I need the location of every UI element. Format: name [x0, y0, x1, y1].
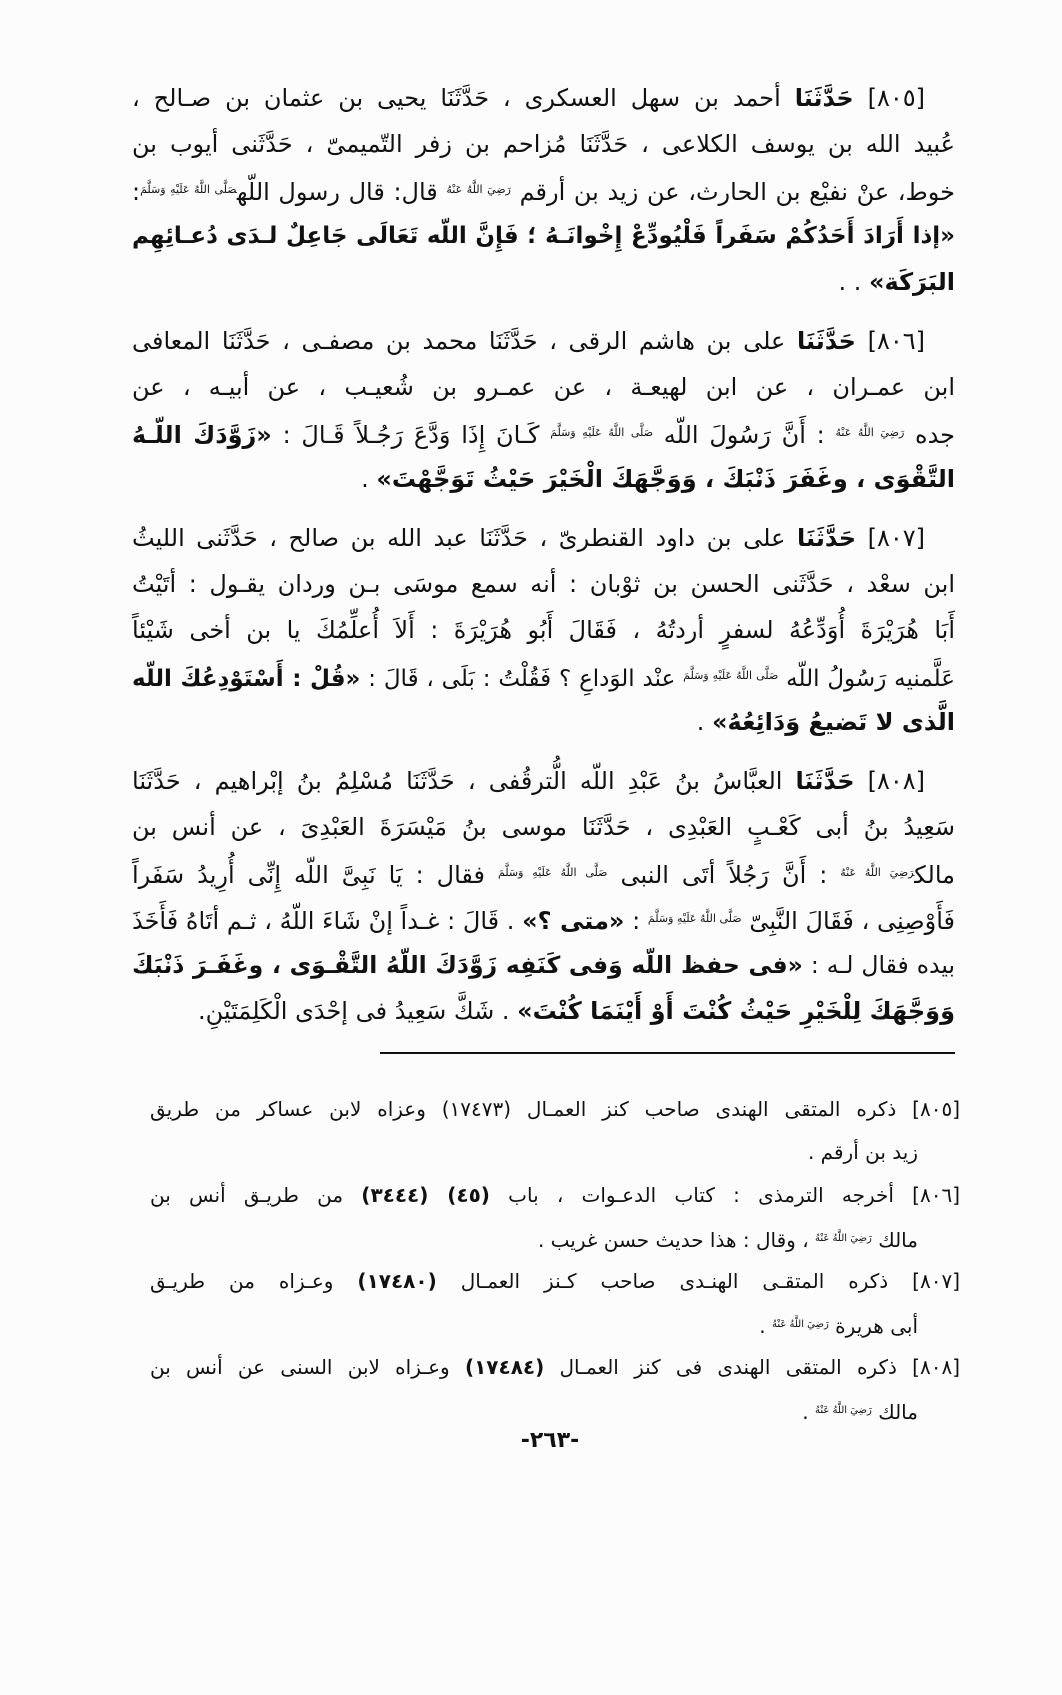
emphasized-text: حَدَّثَنَا [794, 84, 854, 112]
text-line [132, 607, 955, 653]
honorific: رَضِيَ اللَّهُ عَنْهُ [835, 426, 905, 439]
honorific: صَلَّى اللَّهُ عَلَيْهِ وَسَلَّمَ [140, 183, 237, 196]
page-number: -٢٦٣- [520, 1428, 580, 1453]
emphasized-text: «قُلْ : أَسْتَوْدِعُكَ اللّه [132, 666, 361, 692]
text-run: [٨٠٧] [856, 524, 925, 552]
text-line [132, 121, 955, 167]
footnote-separator [380, 1052, 955, 1054]
text-run: العبَّاسُ بنُ عَبْدِ اللّه الُّترقُفى ، حَدَّثَنَا مُسْلِمُ بنُ إبْراهيم ، حَدَّثَنَا [132, 767, 796, 795]
footnote-line [150, 1260, 960, 1303]
text-run: أبى هريرة [828, 1314, 918, 1338]
honorific: رَضِيَ اللَّهُ عَنْهُ [815, 1405, 872, 1416]
text-line [132, 804, 955, 850]
emphasized-text: «متى ؟» [522, 907, 625, 935]
emphasized-text: حَدَّثَنَا [795, 767, 855, 795]
text-run: عُبيد الله بن يوسف الكلاعى ، حَدَّثَنَا مُزاحم بن زفر التّميمىّ ، حَدَّثَنى أيوب بن [132, 130, 955, 158]
honorific: صَلَّى اللَّهُ عَلَيْهِ وَسَلَّمَ [683, 669, 779, 682]
hadith-paragraph [132, 318, 955, 502]
text-line [132, 561, 955, 607]
footnote [150, 1174, 960, 1260]
text-line [132, 942, 955, 988]
emphasized-text: «زَوَّدَكَ اللّـهُ [132, 421, 272, 449]
honorific: صَلَّى اللَّهُ عَلَيْهِ وَسَلَّمَ [647, 912, 742, 925]
emphasized-text: (٤٥) (٣٤٤٤) [361, 1183, 490, 1207]
text-run: : أَنَّ رَجُلاً أتَى النبى [607, 861, 841, 889]
text-line [132, 410, 955, 456]
text-line [132, 699, 955, 745]
emphasized-text: (١٧٤٨٠) [357, 1269, 437, 1293]
honorific: رَضِيَ اللَّهُ عَنْهُ [815, 1233, 872, 1244]
text-run: . [361, 465, 377, 493]
text-run: . [696, 708, 713, 736]
text-run: [٨٠٧] ذكره المتقـى الهنـدى صاحب كـنز العمـال [436, 1269, 960, 1293]
footnote-line [150, 1217, 960, 1260]
text-run: عنْد الوَداعِ ؟ فَقُلْتُ : بَلَى ، قَالَ : [360, 666, 684, 692]
text-line [132, 456, 955, 502]
text-run: : [132, 178, 141, 206]
emphasized-text: البَرَكَة» [869, 268, 955, 296]
honorific: صَلَّى اللَّهُ عَلَيْهِ وَسَلَّمَ [550, 426, 654, 439]
text-run: زيد بن أرقم . [807, 1140, 918, 1164]
text-run: وعـزاه لابن السنى عن أنس بن [150, 1355, 465, 1379]
emphasized-text: (١٧٤٨٤) [464, 1355, 545, 1379]
text-run: مالك [871, 1400, 918, 1424]
text-line [132, 364, 955, 410]
text-run: كَـانَ إِذَا وَدَّعَ رَجُـلاً قَـالَ : [271, 421, 551, 449]
footnote-line [150, 1174, 960, 1217]
text-run: سَعِيدُ بنُ أبى كَعْـبٍ العَبْدِى ، حَدَّثَنَا موسى بنُ مَيْسَرَةَ العَبْدِىَ ، عن أنس بن [132, 813, 955, 841]
text-run: . قَالَ : غـداً إنْ شَاءَ اللّهُ ، ثـم أتَاهُ فَأَخَذَ [132, 907, 523, 935]
text-line [132, 988, 955, 1034]
text-run: [٨٠٦] [855, 327, 925, 355]
emphasized-text: «إذا أَرَادَ أَحَدُكُمْ سَفَراً فَلْيُودِّعْ إِخْوانَـهُ ؛ فَإِنَّ اللّه تَعَالَى جَاعِلٌ لـدَى دُعـائِهِم [132, 223, 955, 249]
text-line [132, 213, 955, 259]
text-line [132, 259, 955, 305]
text-line [132, 850, 955, 896]
text-run: قال: قال رسول اللّه [236, 178, 447, 206]
text-run: مالك [871, 1228, 918, 1252]
emphasized-text: حَدَّثَنَا [797, 524, 857, 552]
emphasized-text: التَّقْوَى ، وغَفَرَ ذَنْبَكَ ، وَوَجَّهَكَ الْخَيْرَ حَيْثُ تَوَجَّهْتَ» [376, 465, 955, 493]
footnote [150, 1088, 960, 1174]
footnote-line [150, 1088, 960, 1131]
text-run: . [759, 1314, 772, 1338]
text-run: أحمد بن سهل العسكرى ، حَدَّثَنَا يحيى بن عثمان بن صـالح ، [132, 84, 795, 112]
text-run: ، وقال : هذا حديث حسن غريب . [537, 1228, 816, 1252]
text-run: على بن هاشم الرقى ، حَدَّثَنَا محمد بن مصفـى ، حَدَّثَنَا المعافى [132, 327, 797, 355]
text-run: . . [838, 268, 870, 296]
text-run: : أَنَّ رَسُولَ اللّه [653, 421, 836, 449]
footnote-line [150, 1303, 960, 1346]
honorific: رَضِيَ اللَّهُ عَنْهُ [446, 183, 511, 196]
honorific: رَضِيَ اللَّهُ عَنْهُ [840, 866, 915, 879]
text-line [132, 515, 955, 561]
text-run: وعـزاه من طريـق [150, 1269, 358, 1293]
text-run: خوط، عنْ نفيْع بن الحارث، عن زيد بن أرقم [510, 178, 955, 206]
text-line [132, 167, 955, 213]
text-line [132, 653, 955, 699]
honorific: رَضِيَ اللَّهُ عَنْهُ [771, 1319, 829, 1330]
text-run: فقال : يَا نَبِىَّ اللّه إِنِّى أُرِيدُ سَفَراً [132, 861, 498, 889]
text-run: [٨٠٥] ذكره المتقى الهندى صاحب كنز العمـال (١٧٤٧٣) وعزاه لابن عساكر من طريق [150, 1097, 961, 1121]
text-run: . شَكَّ سَعِيدُ فى إحْدَى الْكَلِمَتَيْنِ. [198, 997, 518, 1025]
text-run: [٨٠٨] ذكره المتقى الهندى فى كنز العمـال [544, 1355, 960, 1379]
text-run: [٨٠٥] [853, 84, 925, 112]
footnote-line [150, 1131, 960, 1174]
footnotes [150, 1088, 960, 1432]
footnote-line [150, 1346, 960, 1389]
footnote-line [150, 1389, 960, 1432]
text-run: على بن داود القنطرىّ ، حَدَّثَنَا عبد الله بن صالح ، حَدَّثَنى الليثُ [132, 524, 798, 552]
text-run: أَبَا هُرَيْرَةَ أُوَدِّعُهُ لسفرٍ أردتُهُ ، فَقَالَ أَبُو هُرَيْرَةَ : أَلاَ أُعلِّمُكَ يا بن أخى شَيْئاً [132, 616, 955, 644]
emphasized-text: وَوَجَّهَكَ لِلْخَيْرِ حَيْثُ كُنْتَ أَوْ أَيْنَمَا كُنْتَ» [517, 997, 955, 1025]
emphasized-text: حَدَّثَنَا [796, 327, 856, 355]
text-run: . [802, 1400, 816, 1424]
text-run: فَأَوْصِنِى ، فَقَالَ النَّبِىّ [741, 907, 956, 935]
text-run: [٨٠٦] أخرجه الترمذى : كتاب الدعـوات ، باب [489, 1183, 960, 1207]
footnote [150, 1346, 960, 1432]
text-run: من طريـق أنس بن [150, 1183, 362, 1207]
hadith-paragraph [132, 515, 955, 745]
hadith-paragraph [132, 75, 955, 305]
footnote [150, 1260, 960, 1346]
text-run: : [624, 907, 648, 935]
main-text [132, 75, 955, 1034]
honorific: صَلَّى اللَّهُ عَلَيْهِ وَسَلَّمَ [497, 866, 608, 879]
text-run: [٨٠٨] [854, 767, 925, 795]
hadith-paragraph [132, 758, 955, 1034]
text-line [132, 318, 955, 364]
text-run: مالك [914, 861, 955, 889]
text-run: ابن سعْد ، حَدَّثَنى الحسن بن ثوْبان : أنه سمع موسَى بـن وردان يقـول : أتَيْتُ [132, 570, 955, 598]
text-run: جده [904, 421, 956, 449]
text-line [132, 896, 955, 942]
text-run: بيده فقال لـه : [802, 951, 956, 979]
emphasized-text: الَّذى لا تَضيعُ وَدَائِعُهُ» [712, 708, 955, 736]
emphasized-text: «فى حفظ اللّه وَفى كَنَفِه زَوَّدَكَ اللّهُ التَّقْـوَى ، وغَفَـرَ ذَنْبَكَ [132, 951, 803, 979]
text-line [132, 75, 955, 121]
text-run: عَلَّمنيه رَسُولُ اللّه [778, 666, 955, 692]
text-run: ابن عمـران ، عن ابن لهيعـة ، عن عمـرو بن شُعيـب ، عن أبيـه ، عن [132, 373, 955, 401]
text-line [132, 758, 955, 804]
